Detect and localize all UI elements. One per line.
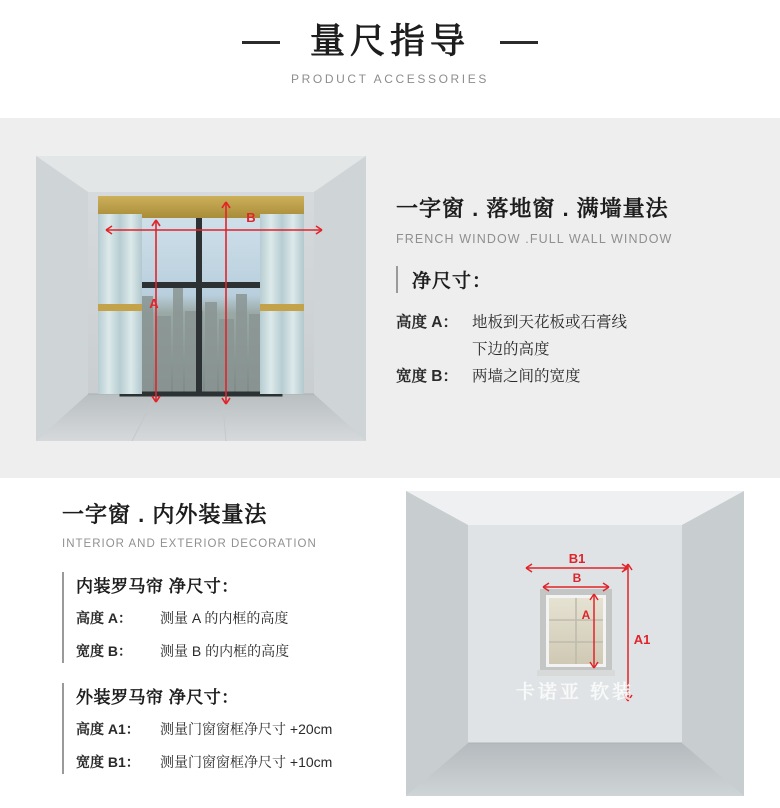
left-dash-decoration [242, 41, 280, 44]
section2-exterior-width-label: 宽度 B1： [76, 754, 140, 770]
section1-row-height-label: 高度 A： [396, 314, 459, 331]
section2-group-interior [62, 572, 412, 663]
section1-row-height-cont-value: 下边的高度 [472, 341, 550, 358]
header-title-row [0, 22, 780, 62]
marker-label-b1: B1 [568, 551, 586, 566]
section2-interior-height-value: 测量 A 的内框的高度 [160, 610, 289, 626]
page-subtitle: PRODUCT ACCESSORIES [291, 72, 489, 86]
section1-row-height-cont [396, 336, 756, 363]
section2-group-interior-title: 内装罗马帘 净尺寸： [76, 577, 239, 596]
section2-text [62, 498, 412, 774]
section2-exterior-height-value: 测量门窗窗框净尺寸 +20cm [160, 721, 333, 737]
window-room-photo [406, 491, 744, 796]
curtain-room-photo [36, 156, 366, 441]
section2-exterior-row-width [76, 750, 412, 774]
section1-row-width-label: 宽度 B： [396, 368, 459, 385]
right-dash-decoration [500, 41, 538, 44]
marker-label-b: B [246, 210, 256, 225]
section2-group-exterior-title: 外装罗马帘 净尺寸： [76, 688, 239, 707]
section-interior-exterior [0, 484, 780, 808]
section2-interior-width-label: 宽度 B： [76, 643, 132, 659]
marker-label-b: B [572, 571, 582, 585]
marker-label-a: A [581, 608, 591, 622]
marker-label-a: A [149, 296, 159, 311]
section2-exterior-width-value: 测量门窗窗框净尺寸 +10cm [160, 754, 333, 770]
curtain-room-illustration [36, 156, 366, 441]
page-title: 量尺指导 [309, 22, 470, 61]
section-full-wall-window [0, 118, 780, 478]
section2-heading: 一字窗 . 内外装量法 [62, 502, 268, 527]
marker-label-a1: A1 [633, 632, 651, 647]
section1-row-height-value: 地板到天花板或石膏线 [472, 314, 628, 331]
section1-block-title: 净尺寸： [412, 271, 493, 292]
section2-interior-height-label: 高度 A： [76, 610, 132, 626]
section2-interior-width-value: 测量 B 的内框的高度 [160, 643, 290, 659]
page-header [0, 0, 780, 118]
section2-exterior-height-label: 高度 A1： [76, 721, 140, 737]
window-room-illustration [406, 491, 744, 796]
section2-heading-en: INTERIOR AND EXTERIOR DECORATION [62, 538, 317, 550]
brand-watermark: 卡诺亚 软装 [515, 682, 635, 703]
section1-row-width-value: 两墙之间的宽度 [472, 368, 581, 385]
section1-row-width [396, 363, 756, 390]
section1-heading: 一字窗 . 落地窗 . 满墙量法 [396, 196, 669, 221]
section1-rows [396, 309, 756, 390]
section2-interior-row-width [76, 639, 412, 663]
section2-interior-row-height [76, 606, 412, 630]
section1-net-size-block [396, 266, 756, 293]
section1-text [396, 192, 756, 390]
section2-exterior-row-height [76, 717, 412, 741]
section2-group-exterior [62, 683, 412, 774]
section1-row-height [396, 309, 756, 336]
section1-heading-en: FRENCH WINDOW .FULL WALL WINDOW [396, 232, 673, 246]
